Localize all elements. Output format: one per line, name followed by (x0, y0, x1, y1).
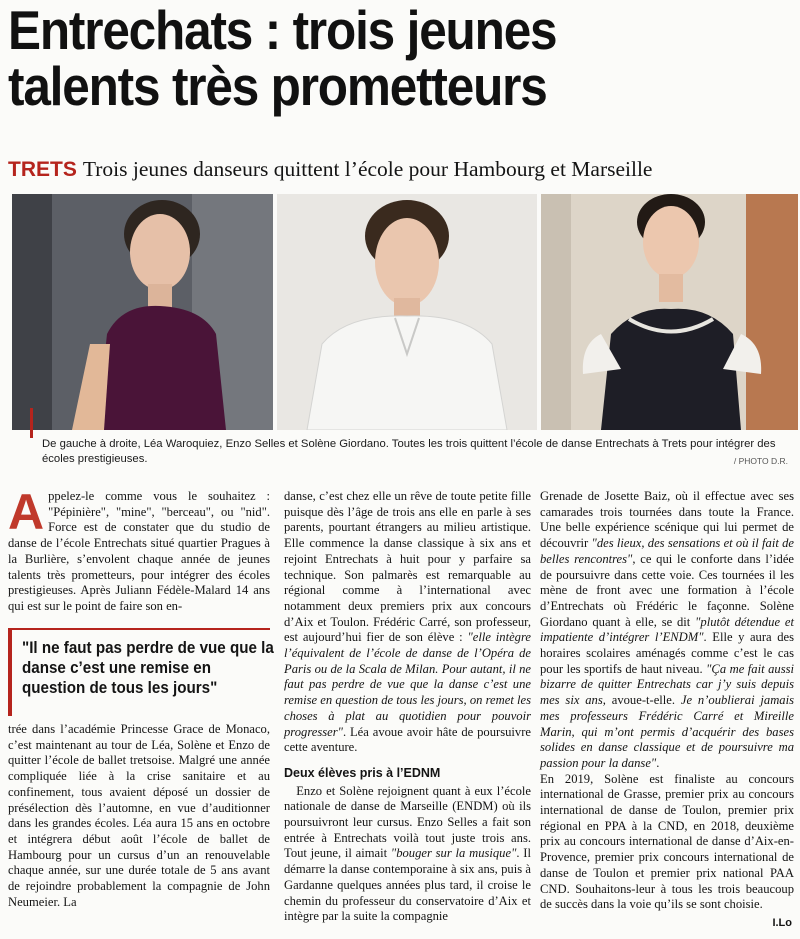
column-3-text-b: , ce qui le conforte dans l’idée de poursuivre dans cette voie. Ces tournées il les mène de front avec une formation à l’école d’Entrechats où Frédéric le façonne. Solène Giordano quant à elle, se dit (540, 551, 795, 629)
column-3-quote-1: "des lieux, des sensations et où il fait de belles rencontres" (540, 536, 795, 566)
column-1-bottom (8, 722, 270, 910)
headline-line-1: Entrechats : trois jeunes (8, 0, 557, 61)
column-2-quote: "elle intègre l’équivalent de l’école de danse de l’Opéra de Paris ou de la Scala de Milan. Pour autant, il ne faut pas perdre de vue que la danse c’est une remise en question de tous les jours, on remet les choses à plat au quotidien pour pouvoir progresser" (284, 630, 532, 739)
column-3-paragraph-2: En 2019, Solène est finaliste au concours international de Grasse, premier prix au concours international de danse de Toulon, premier prix régional en PPA à la CND, en 2018, deuxième prix au concours international de danse d’Aix-en-Provence, premier prix concours international de danse de Toulon et premier prix national PAA CND. Souhaitons-leur à tous les trois beaucoup de succès dans la voie qu’ils se sont choisie. (540, 771, 794, 912)
headline (8, 0, 719, 117)
author-signature: I.Lo (772, 917, 792, 929)
pull-quote (8, 628, 274, 716)
column-2-paragraph-1 (284, 489, 531, 756)
column-3-text-c: . Elle y aura des horaires scolaires aménagés comme c’est le cas pour les sportifs de haut niveau. (540, 630, 794, 676)
column-2-text: danse, c’est chez elle un rêve de toute petite fille puisque dès l’âge de trois ans elle en parle à ses parents, pourtant étrangers au milieu artistique. Elle commence la danse classique à six ans et rejoint Entrechats à huit pour y parfaire sa technique. Son palmarès est remarquable au régional comme à l’international avec notamment deux premiers prix aux concours d’Aix et Toulon. Frédéric Carré, son professeur, est aujourd’hui fier de son élève : (284, 489, 531, 645)
column-2-p2-text: Enzo et Solène rejoignent quant à eux l’école nationale de danse de Marseille (ENDM) où ils poursuivront leur cursus. Enzo Selles a fait son entrée à Entrechats voilà tout juste trois ans. Tout jeune, il aimait (284, 783, 531, 861)
photo-enzo (277, 194, 537, 430)
photo-credit: / PHOTO D.R. (733, 456, 788, 466)
headline-line-2: talents très prometteurs (8, 55, 547, 117)
column-1-top (8, 484, 270, 615)
drop-cap: A (8, 484, 45, 540)
column-3-quote-3: "Ça me fait aussi bizarre de quitter Entrechats car j’y suis depuis mes six ans, (540, 661, 794, 708)
pull-quote-text: "Il ne faut pas perdre de vue que la danse c’est une remise en question de tous les jours" (22, 639, 274, 697)
location-kicker: TRETS (8, 158, 77, 181)
column-2-p2-text-end: . Il démarre la danse contemporaine à six ans, puis à Gardanne quelques années plus tard, il croise le chemin du professeur du conservatoire d’Aix et intègre par la suite la compagnie (284, 846, 531, 924)
column-3 (540, 489, 794, 913)
photo-strip (12, 194, 798, 430)
column-3-text-e: . (656, 755, 660, 770)
column-3-quote-4: Je n’oublierai jamais mes professeurs Frédéric Carré et Mireille Marin, qui m’ont permis d’acquérir des bases solides en danse classique et de poursuivre ma passion pour la danse" (540, 693, 795, 770)
photo-caption: De gauche à droite, Léa Waroquiez, Enzo Selles et Solène Giordano. Toutes les trois quittent l’école de danse Entrechats à Trets pour intégrer des écoles prestigieuses. (42, 438, 776, 465)
column-2-text-end: . Léa avoue avoir hâte de poursuivre cette aventure. (284, 724, 531, 755)
column-3-quote-2: "plutôt détendue et impatiente d’intégrer l’ENDM" (540, 614, 794, 645)
subheadline (8, 156, 798, 183)
column-3-text-a: Grenade de Josette Baiz, où il effectue avec ses camarades trois tournées dans toute la France. Une belle expérience scénique qui lui permet de découvrir (540, 489, 794, 551)
caption-accent-bar (30, 408, 33, 438)
column-3-text-d: avoue-t-elle. (611, 693, 676, 708)
column-2-paragraph-2 (284, 784, 531, 925)
column-1-paragraph-2: trée dans l’académie Princesse Grace de Monaco, c’est maintenant au tour de Léa, Solène et Enzo de quitter l’école de ballet tretsoise. Malgré une année compliquée liée à la crise sanitaire et au confinement, tous avaient déposé un dossier de présélection dès l’automne, en vue d’auditionner dans les grandes écoles. Léa aura 15 ans en octobre et intégrera début août l’école de ballet de Hambourg pour un cursus d’un an renouvelable chaque année, sur une durée totale de 5 ans avant de rejoindre probablement la compagnie de John Neumeier. La (8, 722, 270, 909)
column-3-paragraph-1 (540, 489, 794, 772)
section-subheading: Deux élèves pris à l’EDNM (284, 765, 441, 780)
subheadline-text: Trois jeunes danseurs quittent l’école pour Hambourg et Marseille (82, 157, 653, 181)
column-2 (284, 489, 531, 925)
column-1-paragraph-1: ppelez-le comme vous le souhaitez : "Pépinière", "mine", "berceau", ou "nid". Force est de constater que du studio de danse de l’école Entrechats situé quartier Pragues à la Burlière, s’envolent chaque année de jeunes talents très prometteurs, pour intégrer des écoles prestigieuses. Après Juliann Fédèle-Malard 14 ans qui est sur le point de faire son en- (8, 489, 270, 613)
photo-solene (541, 194, 798, 430)
column-2-p2-quote: "bouger sur la musique" (390, 846, 517, 861)
photo-lea (12, 194, 273, 430)
